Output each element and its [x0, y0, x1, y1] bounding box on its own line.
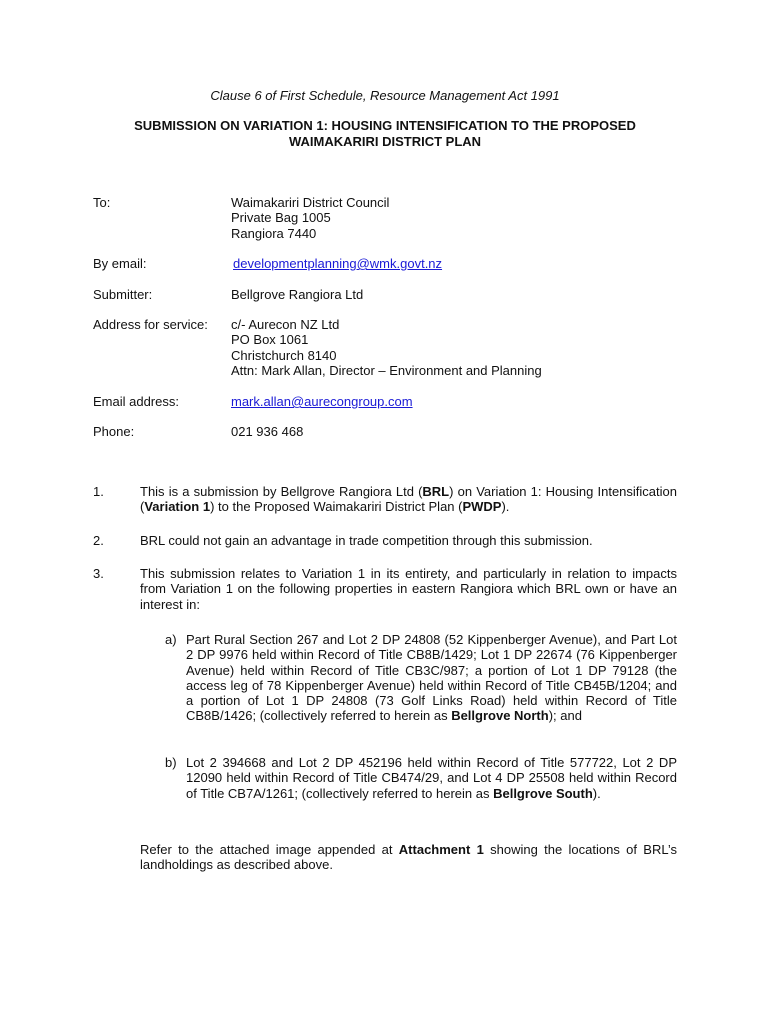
list-letter: a) — [165, 632, 177, 647]
submitter-label: Submitter: — [93, 287, 153, 302]
address-label: Address for service: — [93, 317, 208, 332]
to-address — [231, 195, 389, 241]
address-line: Attn: Mark Allan, Director – Environment and Planning — [231, 362, 542, 378]
council-email-link[interactable]: developmentplanning@wmk.govt.nz — [233, 256, 443, 271]
paragraph-text: BRL could not gain an advantage in trade competition through this submission. — [140, 533, 593, 548]
clause-reference: Clause 6 of First Schedule, Resource Management Act 1991 — [210, 88, 560, 103]
address-value — [231, 317, 542, 378]
list-letter: b) — [165, 755, 177, 770]
paragraph-text: This is a submission by Bellgrove Rangiora Ltd (BRL) on Variation 1: Housing Intensification (Variation 1) to the Proposed Waimakariri District Plan (PWDP). — [140, 484, 677, 515]
paragraph-number: 3. — [93, 566, 104, 581]
paragraph-number: 1. — [93, 484, 104, 499]
title-line-1: SUBMISSION ON VARIATION 1: HOUSING INTENSIFICATION TO THE PROPOSED — [134, 118, 636, 133]
email-address-label: Email address: — [93, 394, 179, 409]
attachment-reference: Refer to the attached image appended at Attachment 1 showing the locations of BRL’s landholdings as described above. — [140, 842, 678, 873]
phone-value: 021 936 468 — [231, 424, 304, 439]
phone-label: Phone: — [93, 424, 135, 439]
list-text: Part Rural Section 267 and Lot 2 DP 24808 (52 Kippenberger Avenue), and Part Lot 2 DP 9976 held within Record of Title CB8B/1429; Lot 1 DP 22674 (76 Kippenberger Avenue) held within Record of Title CB3C/987; a portion of Lot 1 DP 79128 (the access leg of 78 Kippenberger Avenue) held within Record of Title CB45B/1204; and a portion of Lot 1 DP 24808 (73 Golf Links Road) held within Record of Title CB8B/1426; (collectively referred to herein as Bellgrove North); and — [186, 632, 677, 724]
address-line: c/- Aurecon NZ Ltd — [231, 317, 340, 332]
title-line-2: WAIMAKARIRI DISTRICT PLAN — [288, 133, 482, 149]
submitter-value: Bellgrove Rangiora Ltd — [231, 287, 364, 302]
to-line: Rangiora 7440 — [231, 225, 317, 241]
list-text: Lot 2 394668 and Lot 2 DP 452196 held within Record of Title 577722, Lot 2 DP 12090 held within Record of Title CB474/29, and Lot 4 DP 25508 held within Record of Title CB7A/1261; (collectively referred to herein as Bellgrove South). — [186, 755, 677, 801]
to-line: Waimakariri District Council — [231, 195, 390, 210]
document-title — [93, 118, 677, 149]
to-line: Private Bag 1005 — [231, 210, 331, 226]
by-email-label: By email: — [93, 256, 147, 271]
address-line: PO Box 1061 — [231, 332, 309, 348]
to-label: To: — [93, 195, 111, 210]
submitter-email-link[interactable]: mark.allan@aurecongroup.com — [231, 394, 413, 409]
paragraph-text: This submission relates to Variation 1 in its entirety, and particularly in relation to impacts from Variation 1 on the following properties in eastern Rangiora which BRL own or have an interest in: — [140, 566, 677, 612]
address-line: Christchurch 8140 — [231, 347, 337, 363]
paragraph-number: 2. — [93, 533, 104, 548]
